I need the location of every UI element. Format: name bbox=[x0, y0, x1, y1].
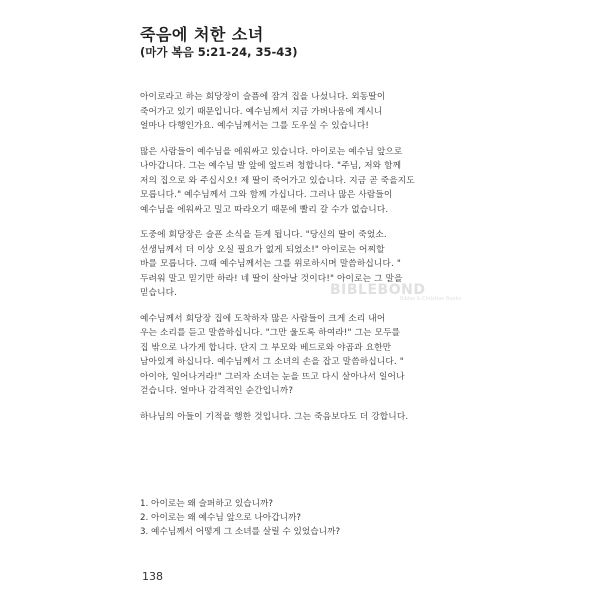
watermark-subtext: Bibles & Christian Books bbox=[400, 296, 462, 302]
paragraph-4: 예수님께서 회당장 집에 도착하자 많은 사람들이 크게 소리 내어 우는 소리를 듣고 말씀하십니다. "그만 울도록 하여라!" 그는 모두를 집 밖으로 나가게 합니다. 단지 그 부모와 베드로와 야곱과 요한만 남아있게 하십니다. 예수님께서 그 소녀의 손을 잡고 말씀하십니다. " 아이야, 일어나거라!" 그러자 소녀는 눈을 뜨고 다시 살아나서 일어나 걷습니다. 얼마나 감격적인 순간입니까? bbox=[140, 313, 405, 396]
question-list bbox=[140, 497, 480, 539]
story-body bbox=[140, 90, 472, 435]
paragraph-2: 많은 사람들이 예수님을 에워싸고 있습니다. 아이로는 예수님 앞으로 나아갑니다. 그는 예수님 발 앞에 엎드려 청합니다. "주님, 저와 함께 저의 집으로 와 주십시오! 제 딸이 죽어가고 있습니다. 지금 곧 죽을지도 모릅니다." 예수님께서 그와 함께 가십니다. 그러나 많은 사람들이 예수님을 에워싸고 밀고 따라오기 때문에 빨리 갈 수가 없습니다. bbox=[140, 146, 415, 215]
page-number: 138 bbox=[142, 570, 163, 583]
paragraph-1: 아이로라고 하는 회당장이 슬픔에 잠겨 집을 나섰니다. 외동딸이 죽어가고 있기 때문입니다. 예수님께서 지금 가버나움에 계시니 얼마나 다행인가요. 예수님께서는 그를 도우실 수 있습니다! bbox=[140, 92, 386, 131]
paragraph-5: 하나님의 아들이 기적을 행한 것입니다. 그는 죽음보다도 더 강합니다. bbox=[140, 411, 409, 422]
scripture-reference: (마가 복음 5:21-24, 35-43) bbox=[140, 45, 298, 59]
page-title: 죽음에 처한 소녀 bbox=[140, 25, 264, 44]
watermark-text: BIBLEBOND bbox=[330, 282, 426, 298]
question-item: 3. 예수님께서 어떻게 그 소녀를 살릴 수 있었습니까? bbox=[140, 527, 341, 537]
question-item: 2. 아이로는 왜 예수님 앞으로 나아갑니까? bbox=[140, 513, 301, 523]
question-item: 1. 아이로는 왜 슬퍼하고 있습니까? bbox=[140, 499, 274, 509]
paragraph-3: 도중에 회당장은 슬픈 소식을 듣게 됩니다. "당신의 딸이 죽었소. 선생님께서 더 이상 오실 필요가 없게 되었소!" 아이로는 어찌할 바를 모릅니다. 그때 예수님께서는 그를 위로하시며 말씀하십니다. " 두려워 말고 믿기만 하라! 네 딸이 살아날 것이다!" 아이로는 그 말을 믿습니다. bbox=[140, 230, 403, 298]
